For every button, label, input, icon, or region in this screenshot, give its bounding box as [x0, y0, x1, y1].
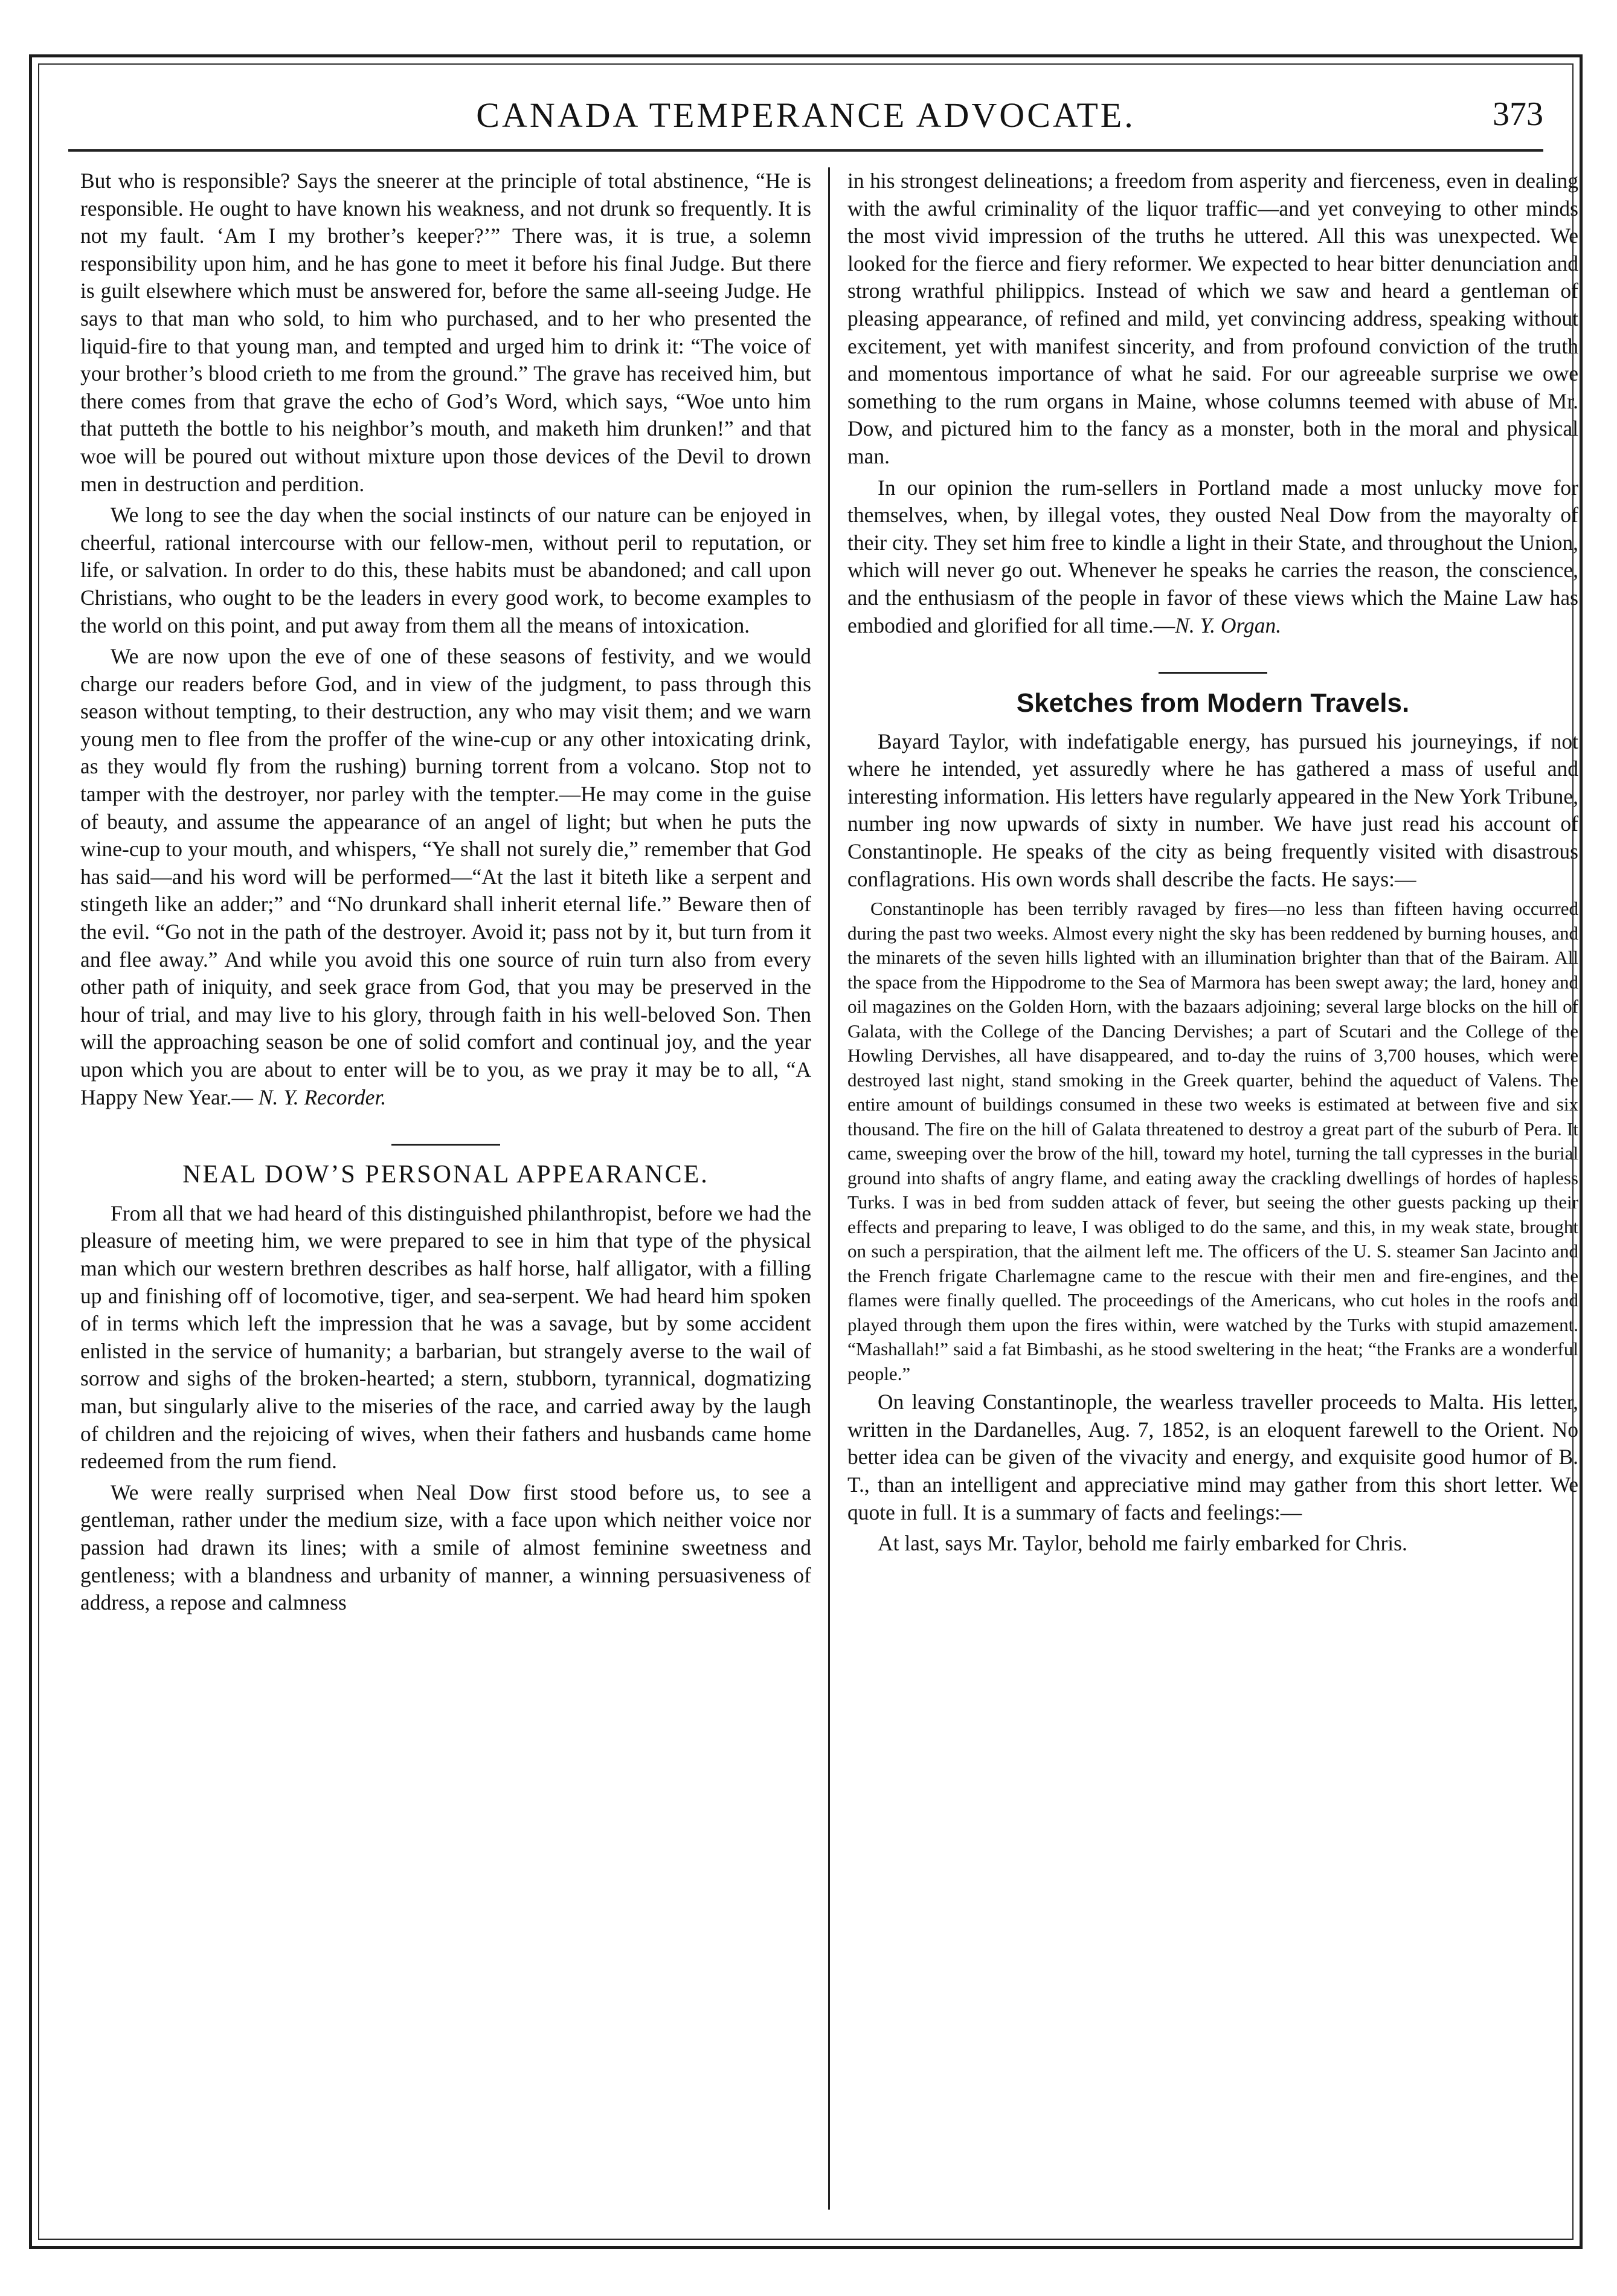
paragraph: From all that we had heard of this distinguished philanthropist, before we had the pleasure of meeting him, we were prepared to see in him that type of the physical man which our western brethren describes as half horse, half alligator, with a filling up and finishing off of locomotive, tiger, and sea-serpent. We had heard him spoken of in terms which left the impression that he was a savage, but by some accident enlisted in the service of humanity; a barbarian, but strangely averse to the wail of sorrow and sighs of the broken-hearted; a stern, stubborn, tyrannical, dogmatizing man, but singularly alive to the miseries of the race, and carried away by the laugh of children and the rejoicing of wives, when their fathers and husbands came home redeemed from the rum fiend.: [80, 1201, 811, 1474]
page-number: 373: [1493, 95, 1543, 133]
block-quote: [847, 897, 1578, 1386]
paragraph: But who is responsible? Says the sneerer at the principle of total abstinence, “He is responsible. He ought to have known his weakness, and not drunk so frequently. It is not my fault. ‘Am I my brother’s keeper?’” There was, it is true, a solemn responsibility upon him, and he has gone to meet it before his final Judge. But there is guilt elsewhere which must be answered for, before the same all-seeing Judge. He says to that man who sold, to him who purchased, and to her who presented the liquid-fire to that young man, and tempted and urged him to drink it: “The voice of your brother’s blood crieth to me from the ground.” The grave has received him, but there comes from that grave the echo of God’s Word, which says, “Woe unto him that putteth the bottle to his neighbor’s mouth, and maketh him drunken!” and that woe will be poured out without mixture upon those devices of the Devil to drown men in destruction and perdition.: [80, 169, 811, 496]
paragraph: in his strongest delineations; a freedom from asperity and fierceness, even in dealing with the awful criminality of the liquor traffic—and yet conveying to other minds the most vivid impression of the truths he uttered. All this was unexpected. We looked for the fierce and fiery reformer. We expected to hear bitter denunciation and strong wrathful philippics. Instead of which we saw and heard a gentleman of pleasing appearance, of refined and mild, yet convincing address, speaking without excitement, yet with manifest sincerity, and from profound conviction of the truth and momentous importance of what he said. For our agreeable surprise we owe something to the rum organs in Maine, whose columns teemed with abuse of Mr. Dow, and pictured him to the fancy as a monster, both in the moral and physical man.: [847, 169, 1578, 468]
paragraph: We long to see the day when the social instincts of our nature can be enjoyed in cheerful, rational intercourse with our fellow-men, without peril to reputation, or life, or salvation. In order to do this, these habits must be abandoned; and call upon Christians, who ought to be the leaders in every good work, to become examples to the world on this point, and put away from them all the means of intoxication.: [80, 503, 811, 637]
paragraph: On leaving Constantinople, the wearless traveller proceeds to Malta. His letter, written in the Dardanelles, Aug. 7, 1852, is an eloquent farewell to the Orient. No better idea can be given of the vivacity and energy, and exquisite good humor of B. T., than an intelligent and appreciative mind may gather from this short letter. We quote in full. It is a summary of facts and feelings:—: [847, 1390, 1578, 1524]
section-title: Sketches from Modern Travels.: [1016, 688, 1410, 718]
section-divider-rule: [1159, 672, 1267, 674]
paragraph: We were really surprised when Neal Dow first stood before us, to see a gentleman, rather under the medium size, with a face upon which neither voice nor passion had drawn its lines; with a smile of almost feminine sweetness and gentleness; with a blandness and urbanity of manner, a winning persuasiveness of address, a repose and calmness: [80, 1480, 811, 1615]
paragraph: At last, says Mr. Taylor, behold me fairly embarked for Chris.: [878, 1531, 1407, 1556]
page-border: [29, 54, 1583, 2249]
paragraph-text: We are now upon the eve of one of these seasons of festivity, and we would charge our readers before God, and in view of the judgment, to pass through this season without tempting, to their destruction, any who may visit them; and we warn young men to flee from the proffer of the wine-cup or any other intoxicating drink, as they would fly from the rushing) burning torrent from a volcano. Stop not to tamper with the destroyer, nor parley with the tempter.—He may come in the guise of beauty, and assume the appearance of an angel of light; but when he puts the wine-cup to your mouth, and whispers, “Ye shall not surely die,” remember that God has said—and his word will be performed—“At the last it biteth like a serpent and stingeth like an adder;” and “No drunkard shall inherit eternal life.” Beware then of the evil. “Go not in the path of the destroyer. Avoid it; pass not by it, but turn from it and flee away.” And while you avoid this one source of ruin turn also from every other path of iniquity, and seek grace from God, that you may be preserved in the hour of trial, and may live to his glory, through faith in his well-beloved Son. Then will the approaching season be one of solid comfort and continual joy, and the year upon which you are about to enter will be to you, as we pray it may be to all, “A Happy New Year.—: [80, 644, 811, 1109]
publication-title: CANADA TEMPERANCE ADVOCATE.: [476, 95, 1136, 135]
section-divider-rule: [391, 1144, 500, 1146]
source-attribution: N. Y. Recorder.: [258, 1085, 387, 1109]
paragraph: Bayard Taylor, with indefatigable energy, has pursued his journeyings, if not where he intended, yet assuredly where he has gathered a mass of useful and interesting information. His letters have regularly appeared in the New York Tribune, number ing now upwards of sixty in number. We have just read his account of Constantinople. He speaks of the city as being frequently visited with disastrous conflagrations. His own words shall describe the facts. He says:—: [847, 729, 1578, 891]
quote-paragraph: Constantinople has been terribly ravaged by fires—no less than fifteen having occurred during the past two weeks. Almost every night the sky has been reddened by burning houses, and the minarets of the seven hills lighted with an illumination brighter than that of the Bairam. All the space from the Hippodrome to the Sea of Marmora has been swept away; the lard, honey and oil magazines on the Golden Horn, with the bazaars adjoining; several large blocks on the hill of Galata, with the College of the Dancing Dervishes; a part of Scutari and the College of the Howling Dervishes, all have disappeared, and to-day the ruins of 3,700 houses, which were destroyed last night, stand smoking in the Greek quarter, behind the aqueduct of Valens. The entire amount of buildings consumed in these two weeks is estimated at between five and six thousand. The fire on the hill of Galata threatened to destroy a great part of the suburb of Pera. It came, sweeping over the brow of the hill, toward my hotel, turning the tall cypresses in the burial ground into shafts of angry flame, and eating away the crackling dwellings of hordes of hapless Turks. I was in bed from sudden attack of fever, but seeing the other guests packing up their effects and preparing to leave, I was obliged to do the same, and this, in my weak state, brought on such a perspiration, that the ailment left me. The officers of the U. S. steamer San Jacinto and the French frigate Charlemagne came to the rescue with their men and fire-engines, and the flames were finally quelled. The proceedings of the Americans, who cut holes in the roofs and played through them upon the fires within, were watched by the Turks with stupid amazement. “Mashallah!” said a fat Bimbashi, as he stood sweltering in the heat; “the Franks are a wonderful people.”: [847, 898, 1578, 1384]
paragraph: [80, 643, 811, 1111]
source-attribution: N. Y. Organ.: [1175, 613, 1282, 637]
page-header: [68, 95, 1543, 152]
paragraph: [847, 474, 1578, 640]
section-title: NEAL DOW’S PERSONAL APPEARANCE.: [182, 1161, 709, 1189]
right-column: [847, 167, 1578, 2210]
column-divider: [828, 167, 830, 2210]
left-column: [80, 167, 811, 2210]
paragraph-text: In our opinion the rum-sellers in Portland made a most unlucky move for themselves, when, by illegal votes, they ousted Neal Dow from the mayoralty of their city. They set him free to kindle a light in their State, and throughout the Union, which will never go out. Whenever he speaks he carries the reason, the conscience, and the enthusiasm of the people in favor of these views which the Maine Law has embodied and glorified for all time.—: [847, 475, 1578, 637]
